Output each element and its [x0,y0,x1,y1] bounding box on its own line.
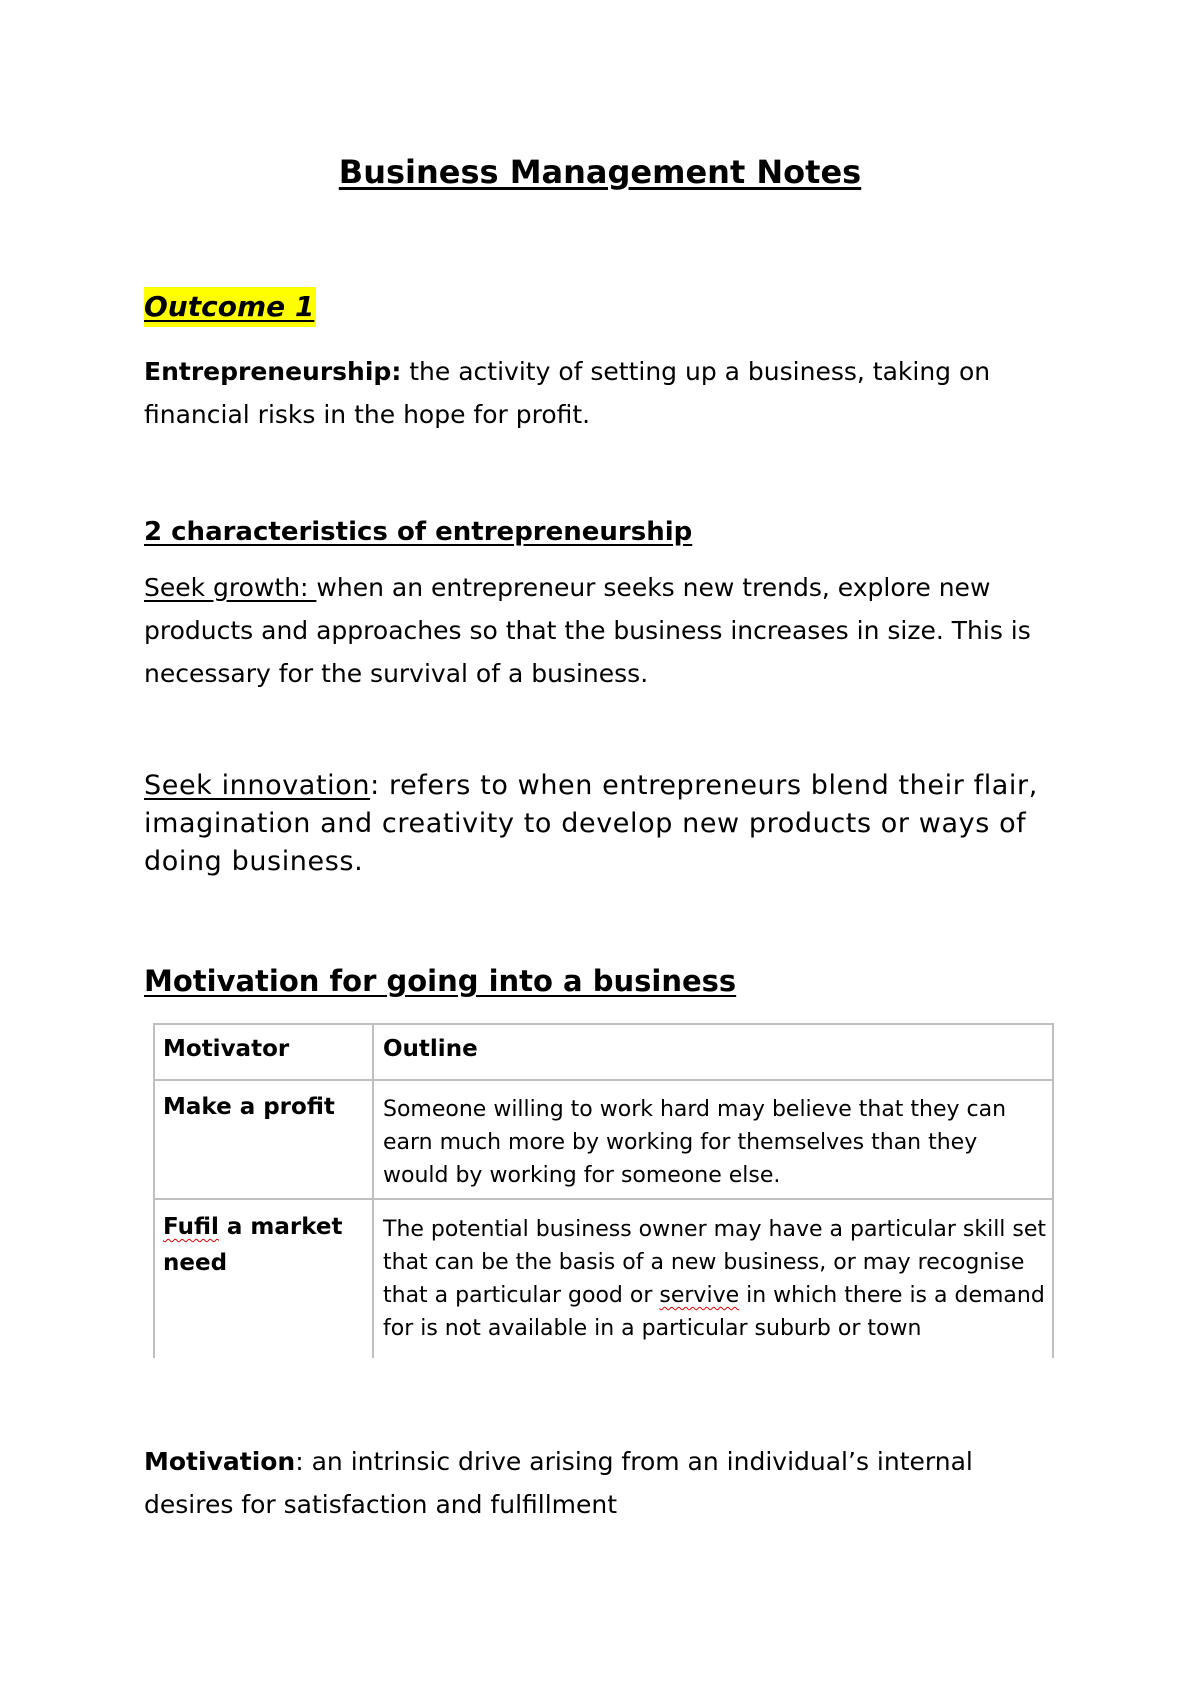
table-cell-outline [383,1213,1048,1345]
misspelled-word: servive [659,1283,740,1308]
motivation-section-heading: Motivation for going into a business [144,964,737,998]
seek-innovation-text: : refers to when entrepreneurs blend their flair, imagination and creativity to develop new products or ways of doing business. [144,770,1038,877]
motivation-table [153,1023,1054,1358]
table-cell-motivator [163,1209,363,1281]
table-border-left [153,1023,155,1358]
seek-growth-term: Seek growth: [144,573,317,602]
motivation-definition [144,1440,1064,1526]
seek-innovation-term: Seek innovation [144,770,371,801]
table-cell-motivator: Make a profit [163,1094,335,1120]
misspelled-word: Fufil [163,1214,219,1240]
table-header-outline: Outline [383,1036,478,1062]
motivation-text: : an intrinsic drive arising from an individual’s internal desires for satisfaction and fulfillment [144,1447,973,1519]
table-row-divider [153,1198,1054,1200]
outline-text: The potential business owner may have a particular skill set that can be the basis of a new business, or may recognise that a particular good or [383,1217,1047,1308]
table-row-divider [153,1079,1054,1081]
seek-growth-text: when an entrepreneur seeks new trends, explore new products and approaches so that the business increases in size. This is necessary for the survival of a business. [144,573,1031,688]
outline-text: in which there is a demand for is not available in a particular suburb or town [383,1283,1045,1341]
entrepreneurship-text: the activity of setting up a business, taking on financial risks in the hope for profit. [144,357,991,429]
table-column-divider [372,1023,374,1358]
entrepreneurship-term: Entrepreneurship: [144,357,402,386]
table-border-top [153,1023,1054,1025]
seek-growth-paragraph [144,566,1064,695]
table-header-motivator: Motivator [163,1036,290,1062]
table-border-right [1052,1023,1054,1358]
document-title: Business Management Notes [338,153,862,191]
table-cell-outline: Someone willing to work hard may believe that they can earn much more by working for themselves than they would by working for someone else. [383,1097,1007,1188]
entrepreneurship-definition [144,350,1064,436]
motivator-text: a market need [163,1214,343,1276]
outcome-heading: Outcome 1 [144,287,316,327]
characteristics-heading: 2 characteristics of entrepreneurship [144,517,693,547]
motivation-term: Motivation [144,1447,296,1476]
seek-innovation-paragraph [144,767,1084,881]
